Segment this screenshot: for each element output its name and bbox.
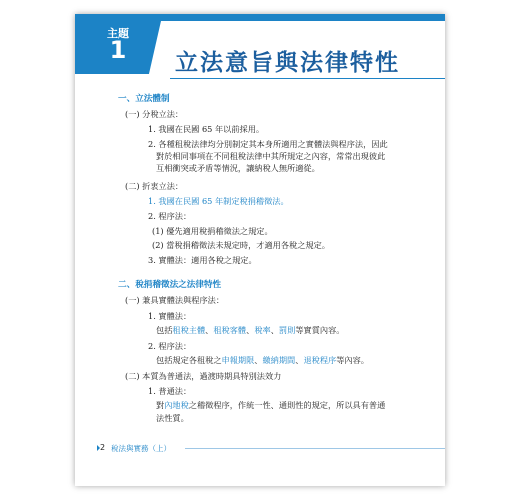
list-item: 2. 各種租稅法律均分別制定其本身所適用之實體法與程序法，因此: [148, 139, 388, 149]
footer-rule: [185, 448, 445, 449]
title-rule: [170, 78, 445, 79]
highlight-term: 罰則: [278, 325, 296, 335]
list-item: 1. 我國在民國 65 年以前採用。: [148, 124, 265, 134]
subsection: (二) 本質為普通法，過渡時期具特別法效力: [125, 371, 282, 381]
section-heading: 二、稅捐稽徵法之法律特性: [118, 280, 222, 290]
chapter-title: 立法意旨與法律特性: [175, 49, 400, 76]
list-item: 3. 實體法：適用各稅之規定。: [148, 255, 257, 265]
subsection: (一) 分稅立法：: [125, 109, 184, 119]
text: 、: [254, 355, 263, 365]
highlight-term: 退稅程序: [303, 355, 337, 365]
text: 包括規定各租稅之: [156, 355, 222, 365]
sub-list-item: (2) 當稅捐稽徵法未規定時，才適用各稅之規定。: [152, 240, 330, 250]
highlight-term: 稅率: [254, 325, 271, 335]
highlight-term: 申報期限: [221, 355, 255, 365]
section-heading: 一、立法體制: [118, 94, 170, 104]
list-item: 2. 程序法：: [148, 341, 192, 351]
subsection: (一) 兼具實體法與程序法：: [125, 295, 225, 305]
list-item-body: [156, 325, 344, 336]
list-item-body: [156, 400, 385, 411]
list-item-continuation: 對於相同事項在不同租稅法律中其所規定之內容，常常出現彼此: [156, 151, 386, 161]
text: 之稽徵程序，作統一性、通則性的規定，所以具有普通: [188, 400, 386, 410]
text: 對: [156, 400, 165, 410]
list-item: 2. 程序法：: [148, 211, 192, 221]
highlight-term: 繳納期間: [262, 355, 296, 365]
highlight-term: 內地稅: [164, 400, 189, 410]
theme-label: 主題: [107, 27, 129, 40]
book-page: [75, 14, 445, 486]
list-item-continuation: 法性質。: [156, 413, 189, 423]
highlight-term: 租稅主體: [172, 325, 206, 335]
text: 、: [246, 325, 255, 335]
text: 、: [270, 325, 279, 335]
highlight-term: 租稅客體: [213, 325, 247, 335]
text: 等實質內容。: [295, 325, 345, 335]
list-item-body: [156, 355, 369, 366]
page-number: 2: [100, 443, 106, 452]
theme-number: 1: [109, 36, 127, 64]
text: 等內容。: [336, 355, 369, 365]
subsection: (二) 折衷立法：: [125, 181, 184, 191]
text: 、: [295, 355, 304, 365]
list-item: 1. 普通法：: [148, 386, 192, 396]
text: 包括: [156, 325, 173, 335]
sub-list-item: (1) 優先適用稅捐稽徵法之規定。: [152, 226, 273, 236]
list-item: 1. 我國在民國 65 年制定稅捐稽徵法。: [148, 196, 289, 206]
text: 、: [205, 325, 214, 335]
header-bar: [75, 14, 445, 21]
list-item-continuation: 互相衝突或矛盾等情況，讓納稅人無所適從。: [156, 163, 320, 173]
footer-book-title: 稅法與實務（上）: [111, 444, 171, 453]
list-item: 1. 實體法：: [148, 311, 192, 321]
